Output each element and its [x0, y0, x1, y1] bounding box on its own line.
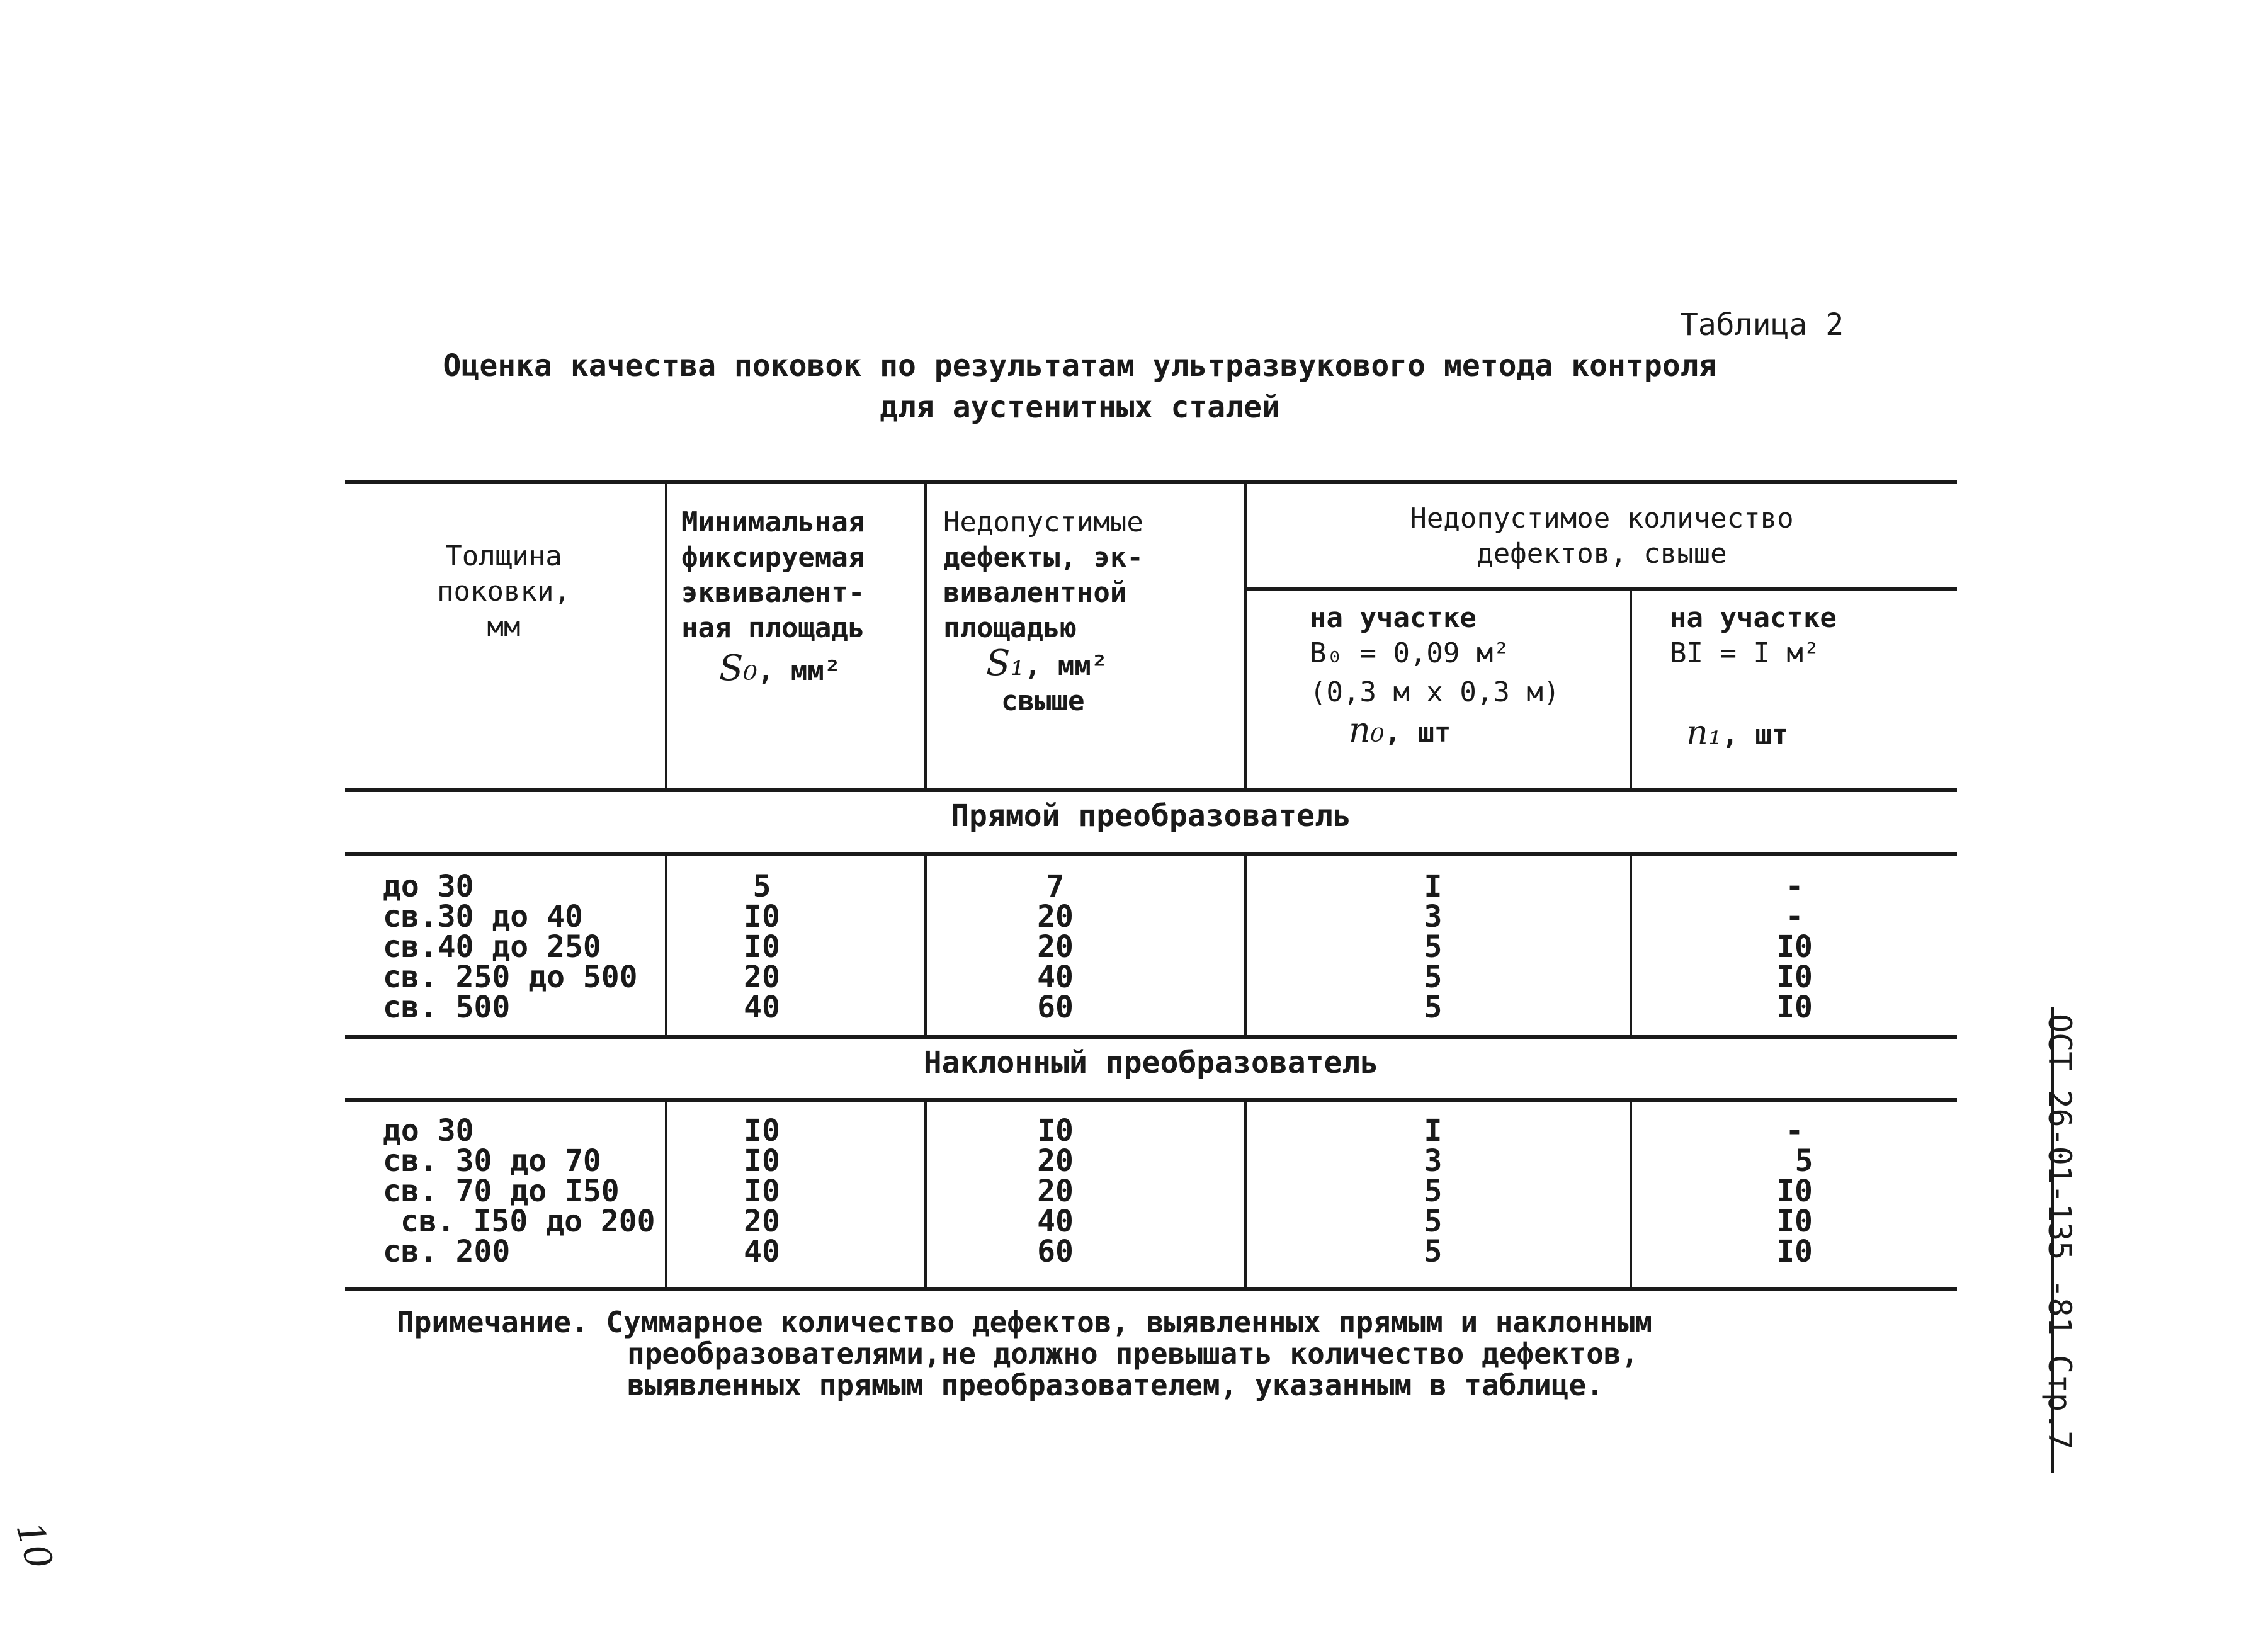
- s0-cell: I0: [744, 899, 780, 934]
- col-divider: [1630, 1101, 1632, 1287]
- section1-body-bottom-rule: [345, 1035, 1957, 1039]
- s0-cell: 40: [744, 1234, 780, 1269]
- s0-cell: 5: [752, 869, 771, 904]
- header-text: Недопустимое количество: [1410, 502, 1794, 535]
- unit: , мм²: [1024, 650, 1108, 682]
- table-note: [397, 1306, 1652, 1401]
- header-count-group: [1247, 501, 1957, 572]
- header-text: на участке: [1310, 602, 1477, 634]
- s1-cell: 40: [1037, 960, 1074, 995]
- section2-title-bottom-rule: [345, 1098, 1957, 1102]
- s0-cell: I0: [744, 1143, 780, 1179]
- thickness-cell: св. 30 до 70: [383, 1143, 601, 1179]
- header-min-area: [681, 505, 865, 689]
- n1-cell: -: [1785, 869, 1804, 904]
- thickness-cell: св.40 до 250: [383, 929, 601, 965]
- header-text: дефектов, свыше: [1477, 538, 1727, 570]
- s1-column: [992, 869, 1118, 1025]
- s0-column: [699, 1113, 825, 1269]
- n1-cell: 5: [1795, 1143, 1813, 1179]
- header-text: ная площадь: [681, 612, 865, 644]
- thickness-cell: св.30 до 40: [383, 899, 583, 934]
- section-title-angled: Наклонный преобразователь: [923, 1045, 1379, 1080]
- n1-cell: I0: [1776, 960, 1813, 995]
- col-divider: [665, 1101, 667, 1287]
- subheader-rule: [1245, 587, 1957, 591]
- s0-cell: 20: [744, 960, 780, 995]
- s1-cell: 20: [1037, 1174, 1074, 1209]
- n0-cell: 3: [1424, 1143, 1443, 1179]
- n0-cell: 3: [1424, 899, 1443, 934]
- n0-cell: I: [1424, 1113, 1443, 1148]
- header-defects: [943, 505, 1143, 719]
- header-text: поковки,: [437, 575, 570, 608]
- thickness-cell: св. 250 до 500: [383, 960, 638, 995]
- header-text: Минимальная: [681, 506, 865, 538]
- note-line: выявленных прямым преобразователем, указанным в таблице.: [627, 1368, 1604, 1402]
- col-divider: [924, 855, 927, 1035]
- header-text: мм: [487, 611, 521, 643]
- unit: , шт: [1721, 719, 1789, 751]
- unit: , мм²: [757, 655, 841, 687]
- symbol-s0: S₀: [719, 648, 757, 689]
- n0-cell: I: [1424, 869, 1443, 904]
- s1-cell: 20: [1037, 899, 1074, 934]
- s0-column: [699, 869, 825, 1025]
- n1-cell: I0: [1776, 1234, 1813, 1269]
- s0-cell: 20: [744, 1204, 780, 1239]
- n1-column: [1732, 1113, 1857, 1269]
- header-text: дефекты, эк-: [943, 541, 1143, 574]
- thickness-column: [383, 869, 638, 1025]
- s0-cell: 40: [744, 990, 780, 1025]
- n1-cell: -: [1785, 899, 1804, 934]
- n0-column: [1370, 869, 1496, 1025]
- unit: , шт: [1384, 716, 1451, 749]
- title-line: Оценка качества поковок по результатам ультразвукового метода контроля: [443, 348, 1717, 383]
- header-text: эквивалент-: [681, 577, 865, 609]
- s0-cell: I0: [744, 929, 780, 965]
- header-text: площадью: [943, 612, 1077, 644]
- table-top-rule: [345, 480, 1957, 484]
- col-divider: [924, 482, 927, 788]
- n1-column: [1732, 869, 1857, 1025]
- header-symbol-line: [1670, 715, 1837, 753]
- col-divider: [1244, 1101, 1247, 1287]
- header-text: фиксируемая: [681, 541, 865, 574]
- header-text: (0,3 м x 0,3 м): [1310, 676, 1560, 708]
- thickness-cell: св. I50 до 200: [400, 1204, 655, 1239]
- n0-cell: 5: [1424, 960, 1443, 995]
- n0-cell: 5: [1424, 1174, 1443, 1209]
- document-code: ОСТ 26-01-135 -81 Стр.7: [2041, 1014, 2078, 1450]
- s1-column: [992, 1113, 1118, 1269]
- n1-cell: I0: [1776, 1174, 1813, 1209]
- n1-cell: -: [1785, 1113, 1804, 1148]
- note-line: Примечание. Суммарное количество дефектов, выявленных прямым и наклонным: [397, 1305, 1652, 1339]
- header-text: Толщина: [445, 540, 562, 572]
- col-divider: [924, 1101, 927, 1287]
- header-thickness: [353, 539, 655, 645]
- col-divider: [665, 482, 667, 788]
- s1-cell: 60: [1037, 990, 1074, 1025]
- header-area-b0: [1310, 601, 1560, 750]
- header-text: BI = I м²: [1670, 637, 1820, 669]
- symbol-n0: n₀: [1349, 710, 1385, 750]
- n1-cell: I0: [1776, 1204, 1813, 1239]
- note-line: преобразователями,не должно превышать количество дефектов,: [627, 1337, 1639, 1371]
- n0-cell: 5: [1424, 1234, 1443, 1269]
- n0-cell: 5: [1424, 929, 1443, 965]
- s1-cell: 20: [1037, 1143, 1074, 1179]
- header-text: B₀ = 0,09 м²: [1310, 637, 1510, 669]
- col-divider: [665, 855, 667, 1035]
- header-text: на участке: [1670, 602, 1837, 634]
- thickness-cell: до 30: [383, 1113, 474, 1148]
- n0-cell: 5: [1424, 990, 1443, 1025]
- s0-cell: I0: [744, 1113, 780, 1148]
- n0-cell: 5: [1424, 1204, 1443, 1239]
- col-divider: [1244, 855, 1247, 1035]
- thickness-cell: до 30: [383, 869, 474, 904]
- header-text: свыше: [1001, 685, 1085, 717]
- symbol-n1: n₁: [1686, 713, 1722, 752]
- header-area-b1: [1670, 601, 1837, 753]
- col-divider: [1630, 589, 1632, 788]
- symbol-s1: S₁: [986, 643, 1024, 684]
- header-text: Недопустимые: [943, 506, 1143, 538]
- s1-cell: 7: [1046, 869, 1065, 904]
- n1-cell: I0: [1776, 990, 1813, 1025]
- document-title: [378, 345, 1782, 428]
- n0-column: [1370, 1113, 1496, 1269]
- s1-cell: 20: [1037, 929, 1074, 965]
- thickness-cell: св. 500: [383, 990, 511, 1025]
- header-symbol-line: [681, 648, 865, 689]
- thickness-column: [383, 1113, 655, 1269]
- header-symbol-line: [1310, 710, 1560, 750]
- header-symbol-line: [943, 643, 1143, 684]
- spacer: [1670, 671, 1837, 706]
- s1-cell: 40: [1037, 1204, 1074, 1239]
- header-bottom-rule: [345, 788, 1957, 792]
- s1-cell: I0: [1037, 1113, 1074, 1148]
- title-line: для аустенитных сталей: [880, 390, 1280, 425]
- table-bottom-rule: [345, 1287, 1957, 1291]
- section1-bottom-rule: [345, 852, 1957, 856]
- page-number: 10: [8, 1517, 62, 1573]
- thickness-cell: св. 70 до I50: [383, 1174, 620, 1209]
- table-label: Таблица 2: [1680, 307, 1844, 343]
- thickness-cell: св. 200: [383, 1234, 511, 1269]
- s1-cell: 60: [1037, 1234, 1074, 1269]
- section-title-direct: Прямой преобразователь: [951, 798, 1351, 834]
- n1-cell: I0: [1776, 929, 1813, 965]
- header-text: вивалентной: [943, 577, 1127, 609]
- s0-cell: I0: [744, 1174, 780, 1209]
- col-divider: [1630, 855, 1632, 1035]
